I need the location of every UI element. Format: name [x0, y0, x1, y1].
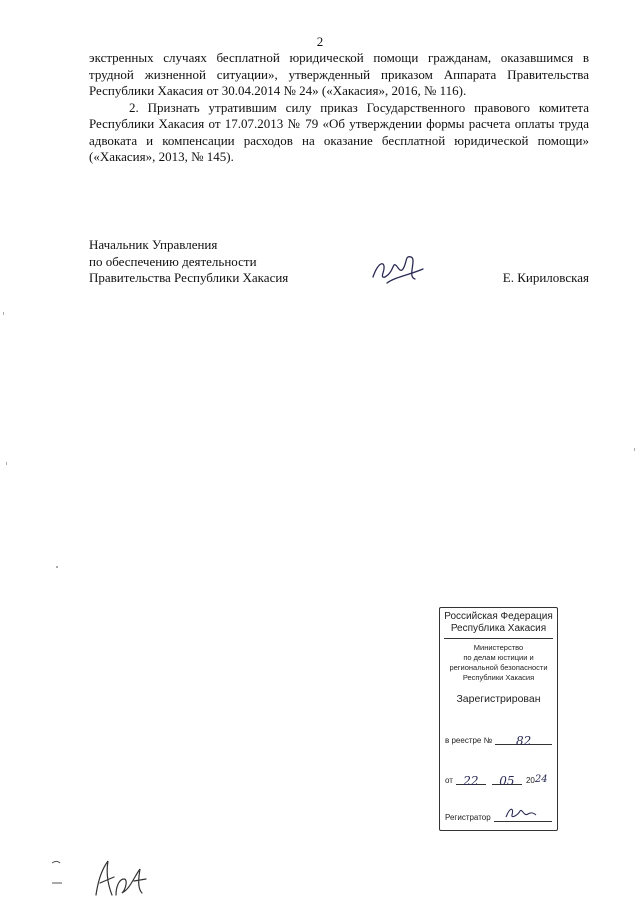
stamp-registry-field [495, 734, 552, 748]
stamp-date-day: 22 [463, 774, 479, 788]
scan-artifact [3, 312, 4, 315]
handwritten-signature [369, 247, 429, 292]
stamp-ministry-line: Республики Хакасия [462, 673, 535, 682]
handwritten-initials [50, 855, 160, 905]
bottom-margin-initials [50, 855, 160, 910]
scan-artifact [6, 462, 7, 465]
stamp-registrar-row [445, 811, 552, 822]
stamp-registry-label: в реестре № [445, 736, 493, 745]
page-number: 2 [316, 34, 324, 49]
scan-artifact [634, 448, 635, 451]
scan-artifact [56, 566, 58, 568]
stamp-ministry-line: по делам юстиции и [463, 653, 534, 662]
stamp-header [440, 608, 557, 635]
stamp-date-year-prefix: 20 [525, 776, 535, 785]
stamp-registry-row [445, 734, 552, 748]
signatory-title-line: по обеспечению деятельности [89, 253, 257, 269]
stamp-registered: Зарегистрирован [456, 693, 541, 705]
signatory-title-line: Начальник Управления [89, 237, 218, 252]
registrar-signature [504, 805, 538, 821]
stamp-republic: Республика Хакасия [450, 623, 547, 634]
paragraph-continuation: экстренных случаях бесплатной юридической помощи гражданам, оказавшимся в трудной жизненной ситуации», утвержденный приказом Аппарата Правительства Республики Хакасия от 30.04.2014 № 24» («Хакасия», 2016, № 116). [89, 50, 589, 98]
stamp-registry-number: 82 [515, 734, 532, 748]
stamp-country: Российская Федерация [444, 611, 553, 622]
stamp-date-month: 05 [499, 774, 515, 788]
stamp-ministry-line: Министерство [473, 643, 524, 652]
stamp-date-year-suffix: 24 [534, 774, 548, 785]
stamp-divider [444, 638, 553, 639]
signatory-name: Е. Кириловская [502, 270, 589, 285]
stamp-registrar-label: Регистратор [445, 813, 491, 822]
stamp-date-month-field [492, 774, 522, 788]
stamp-date-prefix: от [445, 776, 453, 785]
stamp-ministry [440, 643, 557, 683]
stamp-date-row [445, 774, 552, 788]
stamp-date-day-field [456, 774, 486, 788]
registration-stamp [439, 607, 558, 831]
paragraph-item-2: 2. Признать утратившим силу приказ Государственного правового комитета Республики Хакасия от 17.07.2013 № 79 «Об утверждении формы расчета оплаты труда адвоката и компенсации расходов на оказание бесплатной юридической помощи» («Хакасия», 2013, № 145). [89, 99, 589, 164]
stamp-registrar-field [494, 811, 552, 822]
stamp-ministry-line: региональной безопасности [449, 663, 548, 672]
document-body [89, 50, 589, 166]
signatory-title-line: Правительства Республики Хакасия [89, 270, 289, 285]
signature-block [89, 237, 589, 287]
